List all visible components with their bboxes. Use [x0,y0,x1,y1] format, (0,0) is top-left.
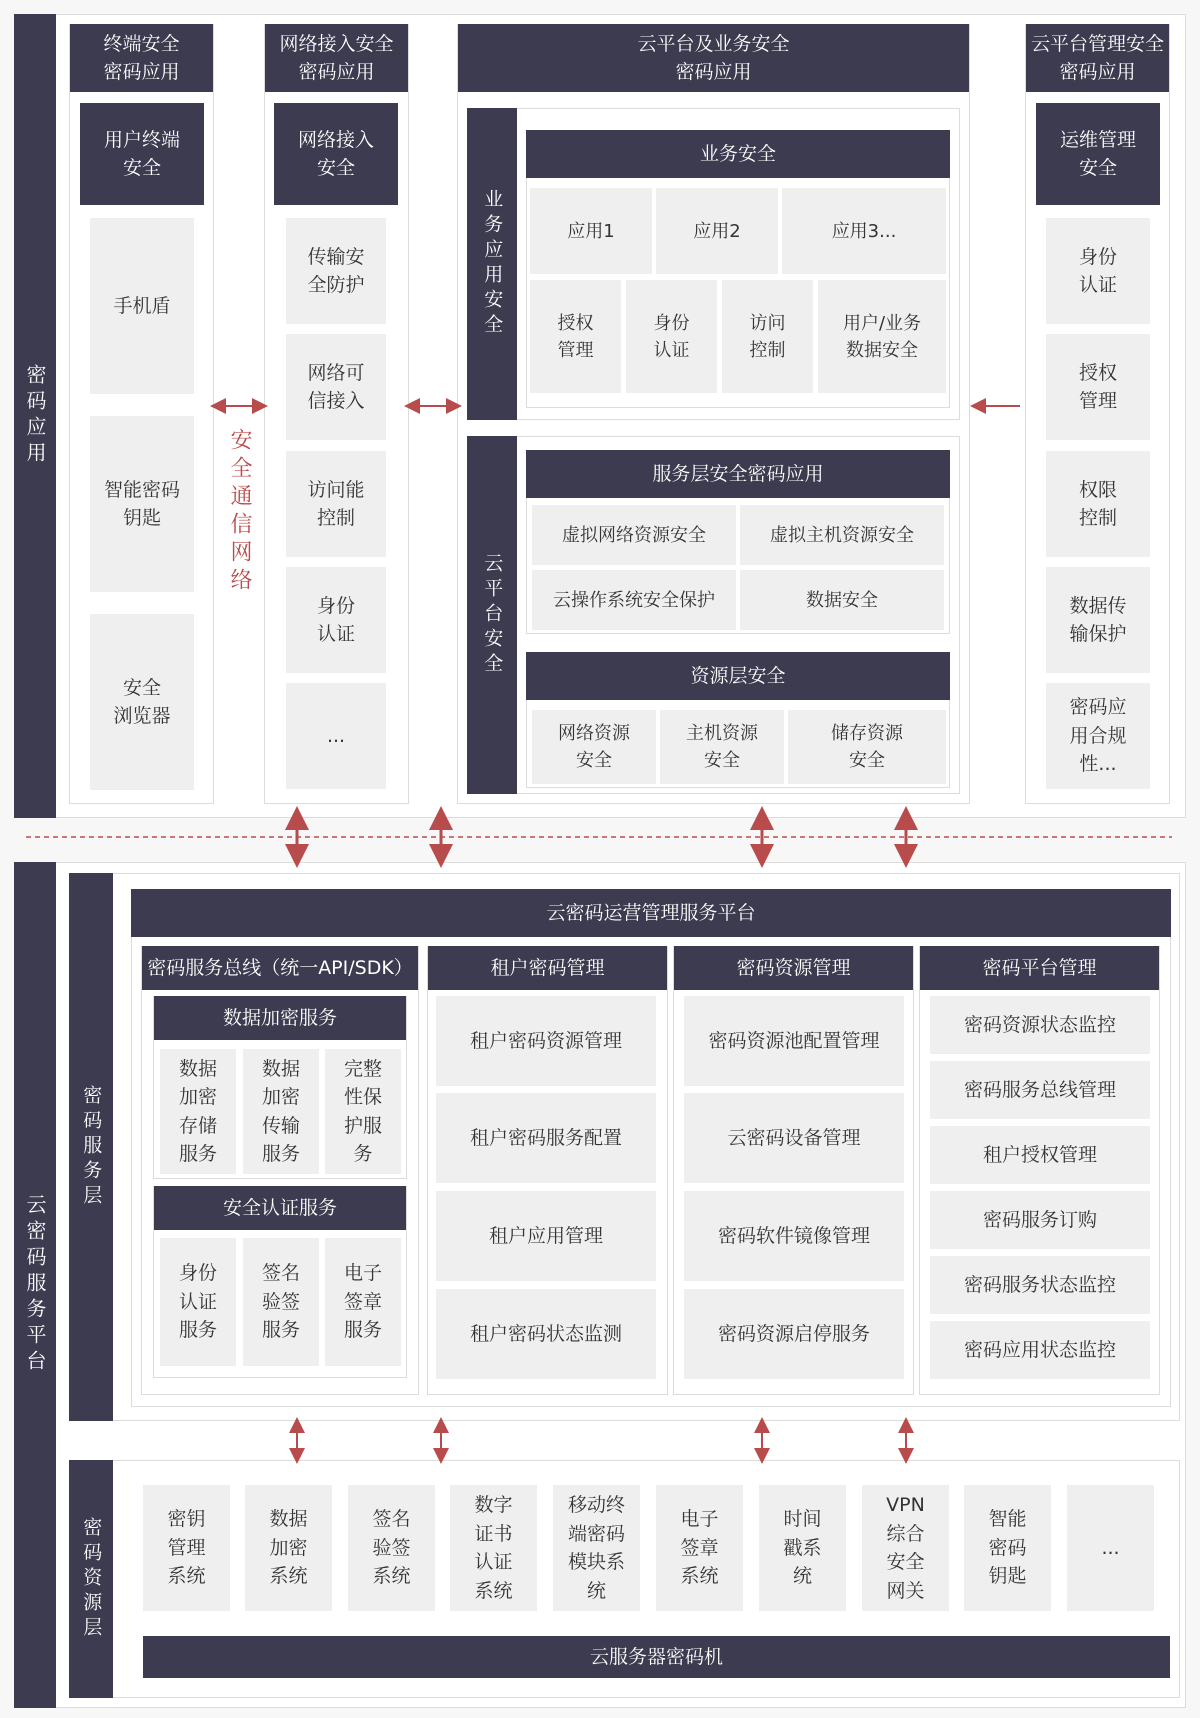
svc-item: 数据安全 [740,570,944,630]
platform-title: 云密码运营管理服务平台 [131,889,1171,937]
res-item: 储存资源 安全 [788,710,946,784]
auth-item: 电子 签章 服务 [325,1238,401,1366]
terminal-subtitle: 用户终端 安全 [80,103,204,205]
app-item: 应用3... [782,188,946,274]
service-layer-side: 密码服务层 [69,873,113,1421]
side-label-crypto-app: 密码应用 [14,14,56,818]
bus-title: 密码服务总线（统一API/SDK） [142,946,418,990]
resource-system: 数据 加密 系统 [245,1485,332,1611]
terminal-title: 终端安全 密码应用 [70,24,213,92]
platform-mgmt-item: 密码资源状态监控 [930,996,1150,1054]
mgmt-item: 权限 控制 [1046,451,1150,557]
svc-item: 虚拟网络资源安全 [532,505,736,565]
auth-title: 安全认证服务 [154,1186,406,1230]
resource-mgmt-item: 密码资源池配置管理 [684,996,904,1086]
biz-item: 用户/业务 数据安全 [818,280,946,393]
app-item: 应用1 [530,188,652,274]
enc-item: 完整 性保 护服 务 [325,1049,401,1174]
platform-mgmt-item: 密码服务状态监控 [930,1256,1150,1314]
tenant-item: 租户密码服务配置 [436,1093,656,1183]
resource-system: 电子 签章 系统 [656,1485,743,1611]
platform-mgmt-title: 密码平台管理 [920,946,1159,990]
biz-item: 身份 认证 [626,280,717,393]
resource-system: 密钥 管理 系统 [143,1485,230,1611]
resource-system: 智能 密码 钥匙 [964,1485,1051,1611]
res-item: 网络资源 安全 [532,710,656,784]
tenant-item: 租户密码资源管理 [436,996,656,1086]
terminal-item: 安全 浏览器 [90,614,194,790]
resource-system: ... [1067,1485,1154,1611]
secure-comm-network-label: 安全通信网络 [227,428,252,596]
network-subtitle: 网络接入 安全 [274,103,398,205]
mgmt-item: 数据传 输保护 [1046,567,1150,673]
resource-system: 移动终 端密码 模块系 统 [553,1485,640,1611]
res-item: 主机资源 安全 [660,710,784,784]
resource-mgmt-item: 密码资源启停服务 [684,1289,904,1379]
mgmt-title: 云平台管理安全 密码应用 [1026,24,1169,92]
network-item: 网络可 信接入 [286,334,386,440]
platform-mgmt-item: 租户授权管理 [930,1126,1150,1184]
network-title: 网络接入安全 密码应用 [265,24,408,92]
mgmt-item: 授权 管理 [1046,334,1150,440]
biz-item: 授权 管理 [530,280,621,393]
resource-mgmt-item: 云密码设备管理 [684,1093,904,1183]
terminal-item: 手机盾 [90,218,194,394]
network-item: 访问能 控制 [286,451,386,557]
biz-security-title: 业务安全 [526,130,950,178]
biz-item: 访问 控制 [722,280,813,393]
svc-item: 云操作系统安全保护 [532,570,736,630]
mgmt-item: 身份 认证 [1046,218,1150,324]
cloud-title: 云平台及业务安全 密码应用 [458,24,969,92]
enc-item: 数据 加密 传输 服务 [243,1049,319,1174]
cloud-platform-side: 云平台安全 [467,436,517,794]
app-item: 应用2 [656,188,778,274]
resource-system: 数字 证书 认证 系统 [450,1485,537,1611]
auth-item: 签名 验签 服务 [243,1238,319,1366]
cloud-server-hsm: 云服务器密码机 [143,1636,1170,1678]
mgmt-item: 密码应 用合规 性... [1046,683,1150,789]
biz-app-security-side: 业务应用安全 [467,108,517,420]
side-label-cloud-crypto-platform: 云密码服务平台 [14,862,56,1708]
resource-mgmt-item: 密码软件镜像管理 [684,1191,904,1281]
resource-layer-side: 密码资源层 [69,1460,113,1698]
resource-system: VPN 综合 安全 网关 [862,1485,949,1611]
tenant-title: 租户密码管理 [428,946,667,990]
mgmt-subtitle: 运维管理 安全 [1036,103,1160,205]
platform-mgmt-item: 密码服务订购 [930,1191,1150,1249]
network-item: 传输安 全防护 [286,218,386,324]
enc-item: 数据 加密 存储 服务 [160,1049,236,1174]
res-layer-title: 资源层安全 [526,652,950,700]
enc-title: 数据加密服务 [154,996,406,1040]
svc-item: 虚拟主机资源安全 [740,505,944,565]
platform-mgmt-item: 密码服务总线管理 [930,1061,1150,1119]
network-item: 身份 认证 [286,567,386,673]
resource-system: 签名 验签 系统 [348,1485,435,1611]
tenant-item: 租户应用管理 [436,1191,656,1281]
platform-mgmt-item: 密码应用状态监控 [930,1321,1150,1379]
resource-system: 时间 戳系 统 [759,1485,846,1611]
auth-item: 身份 认证 服务 [160,1238,236,1366]
resource-mgmt-title: 密码资源管理 [674,946,913,990]
terminal-item: 智能密码 钥匙 [90,416,194,592]
svc-layer-title: 服务层安全密码应用 [526,450,950,498]
network-item: ... [286,683,386,789]
tenant-item: 租户密码状态监测 [436,1289,656,1379]
